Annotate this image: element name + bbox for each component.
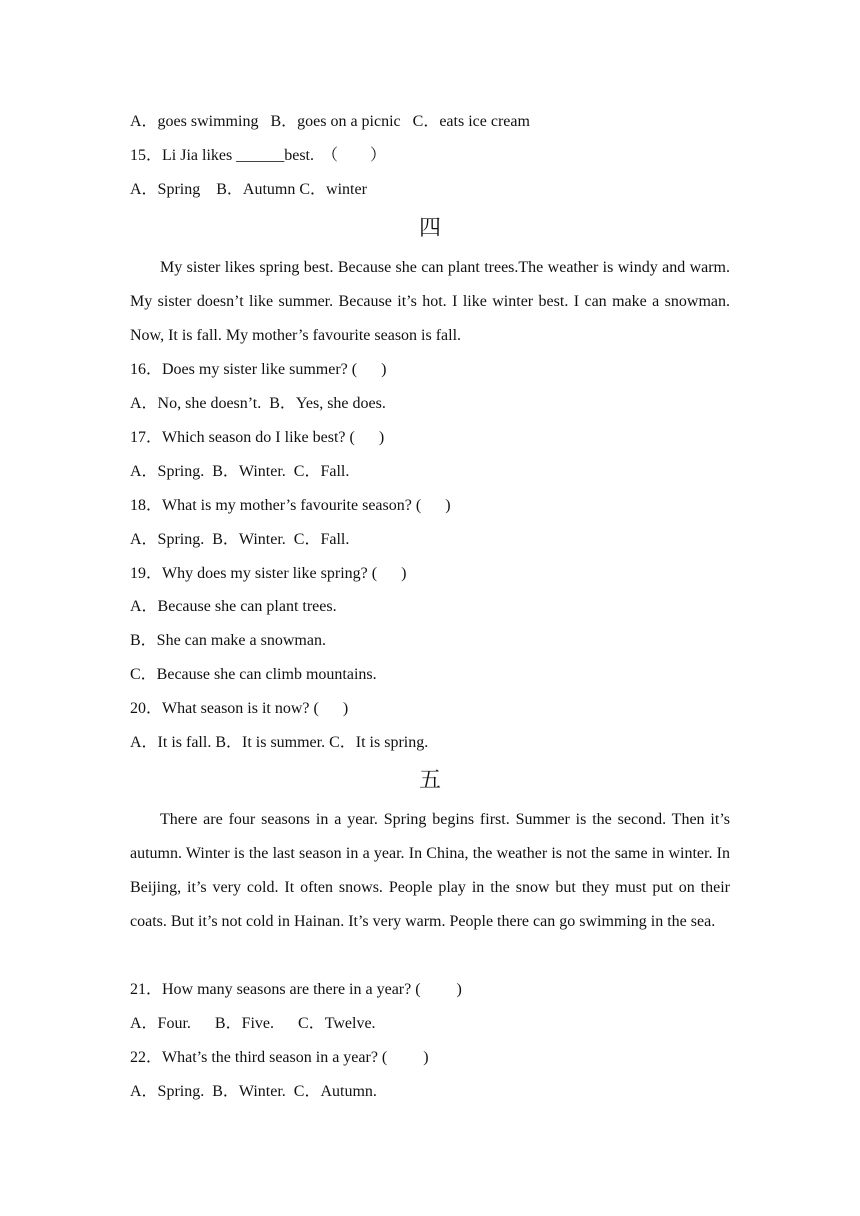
option-19-c: C．Because she can climb mountains. [130,666,377,683]
option-line-22: A．Spring. B．Winter. C．Autumn. [130,1083,377,1100]
question-17: 17．Which season do I like best? ( ) [130,429,385,446]
option-line-15: A．Spring B．Autumn C．winter [130,181,367,198]
section-5-passage: There are four seasons in a year. Spring begins first. Summer is the second. Then it’s autumn. Winter is the last season in a year. In China, the weather is not the same in winter. In Beijing, it’s very cold. It often snows. People play in the snow but they must put on their coats. But it’s not cold in Hainan. It’s very warm. People there can go swimming in the sea. [130,811,730,930]
section-4-passage: My sister likes spring best. Because she can plant trees.The weather is windy and warm. My sister doesn’t like summer. Because it’s hot. I like winter best. I can make a snowman. Now, It is fall. My mother’s favourite season is fall. [130,259,730,344]
option-19-b: B．She can make a snowman. [130,632,326,649]
question-18: 18．What is my mother’s favourite season? ( ) [130,497,451,514]
question-21: 21．How many seasons are there in a year? ( ) [130,981,462,998]
option-line-18: A．Spring. B．Winter. C．Fall. [130,531,350,548]
question-20: 20．What season is it now? ( ) [130,700,349,717]
question-22: 22．What’s the third season in a year? ( ) [130,1049,429,1066]
option-line-16: A．No, she doesn’t. B．Yes, she does. [130,395,386,412]
option-line-21: A．Four. B．Five. C．Twelve. [130,1015,376,1032]
question-16: 16．Does my sister like summer? ( ) [130,361,387,378]
option-19-a: A．Because she can plant trees. [130,598,337,615]
option-line-20: A．It is fall. B．It is summer. C．It is spring. [130,734,429,751]
question-15: 15．Li Jia likes ______best. （ ） [130,147,386,164]
section-5-heading: 五 [418,768,441,793]
option-line-17: A．Spring. B．Winter. C．Fall. [130,463,350,480]
option-line-14: A．goes swimming B．goes on a picnic C．eats ice cream [130,113,530,130]
question-19: 19．Why does my sister like spring? ( ) [130,565,407,582]
section-4-heading: 四 [418,216,441,241]
